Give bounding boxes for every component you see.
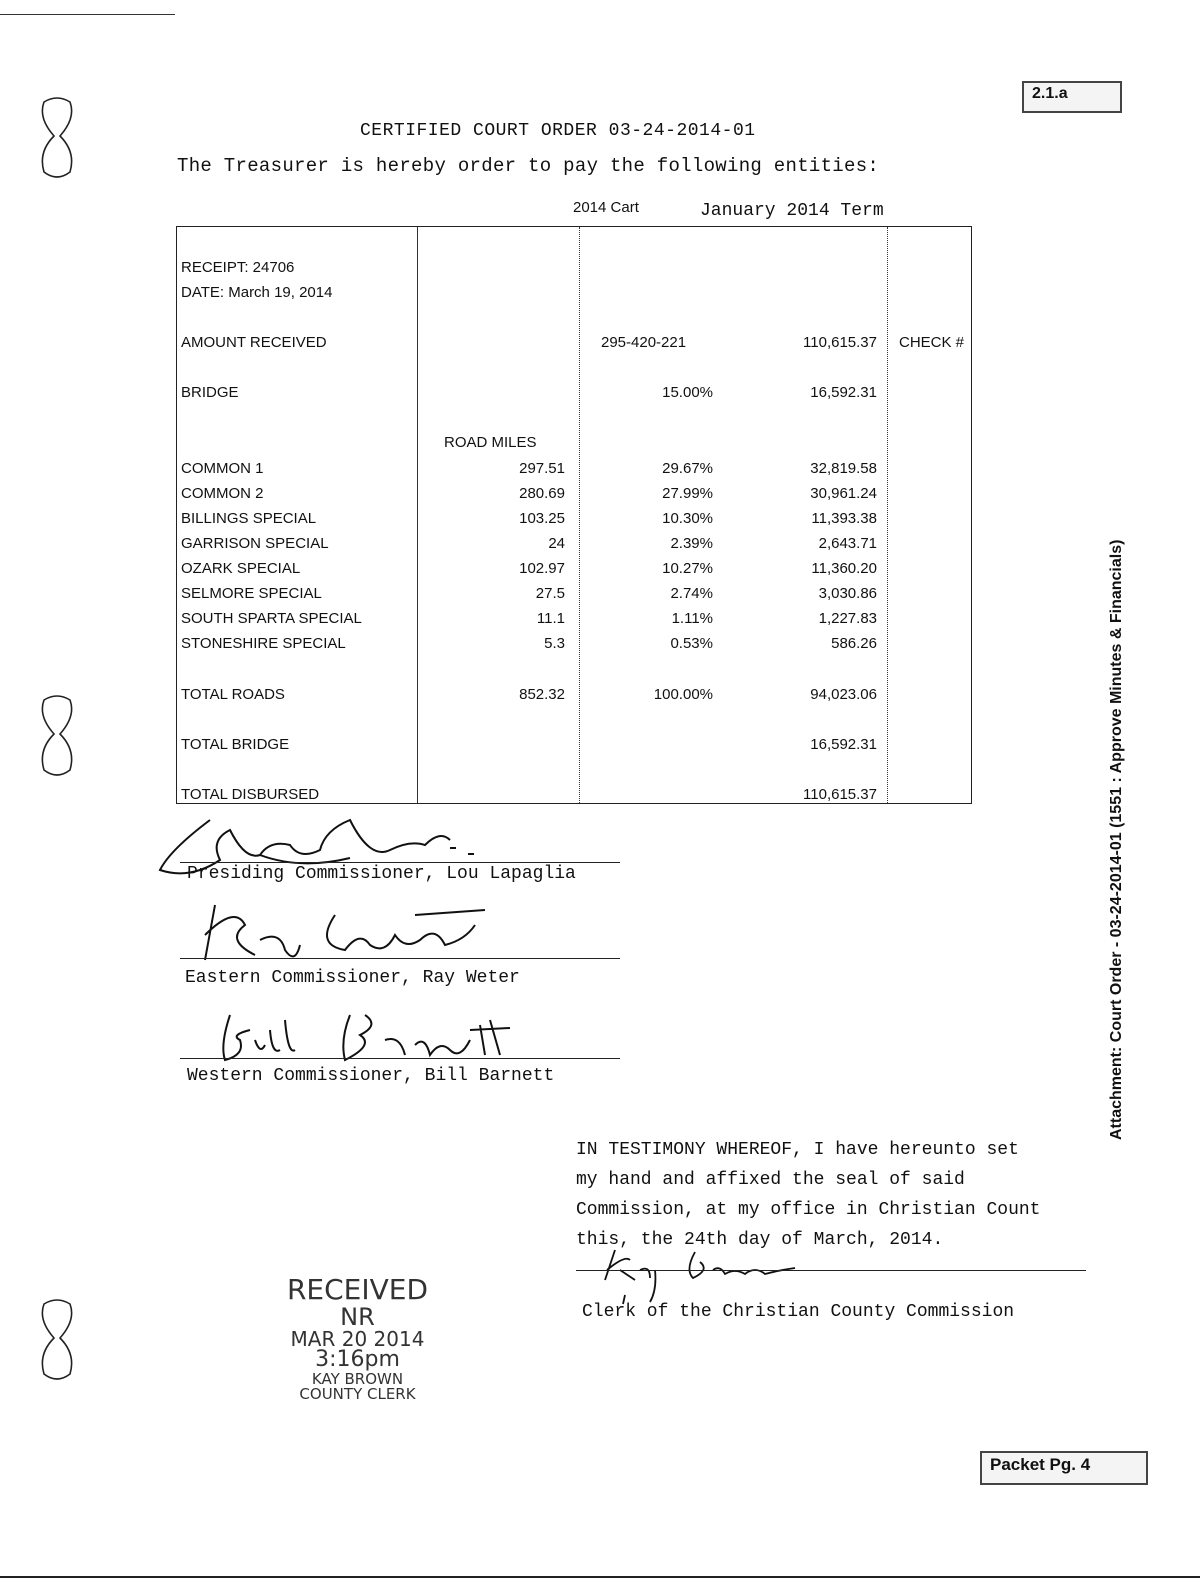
received-stamp <box>270 1273 445 1404</box>
stamp-time: 3:16pm <box>315 1347 400 1373</box>
account-number: 295-420-221 <box>601 334 687 351</box>
percent-value: 1.11% <box>671 610 713 627</box>
row-label: OZARK SPECIAL <box>181 560 301 577</box>
table-row <box>177 460 971 482</box>
percent-value: 10.27% <box>662 560 713 577</box>
signature-line <box>180 1058 620 1059</box>
table-row <box>177 535 971 557</box>
road-miles-value: 11.1 <box>536 610 565 627</box>
road-miles-value: 5.3 <box>544 635 565 652</box>
amount-value: 94,023.06 <box>810 686 877 703</box>
percent-value: 15.00% <box>662 384 713 401</box>
top-edge-rule <box>0 14 175 15</box>
receipt-row <box>177 259 971 281</box>
row-label: STONESHIRE SPECIAL <box>181 635 346 652</box>
amount-value: 110,615.37 <box>803 786 877 803</box>
percent-value: 2.74% <box>670 585 713 602</box>
amount-value: 16,592.31 <box>810 384 877 401</box>
testimony-statement: IN TESTIMONY WHEREOF, I have hereunto set my hand and affixed the seal of said Commission, at my office in Christian Count this, the 24th day of March, 2014. <box>576 1140 1041 1250</box>
road-miles-value: 24 <box>548 535 565 552</box>
table-row <box>177 635 971 657</box>
western-commissioner-caption: Western Commissioner, Bill Barnett <box>187 1066 555 1086</box>
road-miles-value: 852.32 <box>519 686 565 703</box>
check-number-label: CHECK # <box>899 334 965 351</box>
road-miles-value: 280.69 <box>519 485 565 502</box>
western-signature <box>200 1000 520 1070</box>
table-row <box>177 585 971 607</box>
bridge-row <box>177 384 971 406</box>
receipt-date: DATE: March 19, 2014 <box>181 284 333 301</box>
row-label: TOTAL BRIDGE <box>181 736 290 753</box>
percent-value: 10.30% <box>662 510 713 527</box>
amount-value: 110,615.37 <box>803 334 877 351</box>
row-label: GARRISON SPECIAL <box>181 535 329 552</box>
bottom-edge-rule <box>0 1576 1200 1578</box>
amount-value: 11,393.38 <box>811 510 877 527</box>
road-miles-value: 102.97 <box>519 560 565 577</box>
date-row <box>177 284 971 306</box>
binder-hole-icon <box>36 96 78 180</box>
amount-value: 16,592.31 <box>810 736 877 753</box>
row-label: TOTAL DISBURSED <box>181 786 320 803</box>
presiding-commissioner-caption: Presiding Commissioner, Lou Lapaglia <box>187 864 576 884</box>
total-roads-row <box>177 686 971 708</box>
row-label: COMMON 1 <box>181 460 264 477</box>
disbursement-table <box>176 226 972 804</box>
amount-value: 586.26 <box>831 635 877 652</box>
row-label: COMMON 2 <box>181 485 264 502</box>
intro-sentence: The Treasurer is hereby order to pay the following entities: <box>177 155 880 177</box>
stamp-clerk-title: COUNTY CLERK <box>299 1385 416 1404</box>
table-row <box>177 510 971 532</box>
road-miles-header-row <box>177 434 971 456</box>
clerk-caption: Clerk of the Christian County Commission <box>582 1302 1015 1322</box>
stamp-clerk-name: KAY BROWN <box>311 1369 404 1388</box>
page-reference-tag: 2.1.a <box>1022 81 1122 113</box>
row-label: SELMORE SPECIAL <box>181 585 322 602</box>
amount-value: 30,961.24 <box>810 485 877 502</box>
stamp-received: RECEIVED <box>286 1273 429 1306</box>
table-row <box>177 610 971 632</box>
amount-value: 32,819.58 <box>810 460 877 477</box>
table-row <box>177 560 971 582</box>
amount-value: 1,227.83 <box>818 610 877 627</box>
road-miles-value: 27.5 <box>535 585 565 602</box>
row-label: BRIDGE <box>181 384 239 401</box>
percent-value: 2.39% <box>670 535 713 552</box>
road-miles-header: ROAD MILES <box>444 434 537 451</box>
stamp-date: MAR 20 2014 <box>290 1327 425 1352</box>
cart-label: 2014 Cart <box>573 199 639 216</box>
total-bridge-row <box>177 736 971 758</box>
percent-value: 100.00% <box>653 686 713 703</box>
percent-value: 29.67% <box>662 460 713 477</box>
road-miles-value: 297.51 <box>519 460 565 477</box>
binder-hole-icon <box>36 694 78 778</box>
eastern-commissioner-caption: Eastern Commissioner, Ray Weter <box>185 968 520 988</box>
amount-received-row <box>177 334 971 356</box>
row-label: AMOUNT RECEIVED <box>181 334 327 351</box>
table-row <box>177 485 971 507</box>
percent-value: 0.53% <box>670 635 713 652</box>
clerk-signature <box>595 1240 835 1305</box>
signature-line <box>180 958 620 959</box>
row-label: TOTAL ROADS <box>181 686 285 703</box>
attachment-note: Attachment: Court Order - 03-24-2014-01 (1551 : Approve Minutes & Financials) <box>1108 539 1125 1140</box>
stamp-initials: NR <box>340 1302 375 1331</box>
road-miles-value: 103.25 <box>519 510 565 527</box>
receipt-number: RECEIPT: 24706 <box>181 259 295 276</box>
row-label: BILLINGS SPECIAL <box>181 510 317 527</box>
signature-line <box>576 1270 1086 1271</box>
amount-value: 3,030.86 <box>818 585 877 602</box>
term-label: January 2014 Term <box>700 201 884 221</box>
amount-value: 2,643.71 <box>818 535 877 552</box>
packet-page-tag: Packet Pg. 4 <box>980 1451 1148 1485</box>
document-title: CERTIFIED COURT ORDER 03-24-2014-01 <box>360 121 756 141</box>
binder-hole-icon <box>36 1298 78 1382</box>
signature-line <box>180 862 620 863</box>
row-label: SOUTH SPARTA SPECIAL <box>181 610 362 627</box>
amount-value: 11,360.20 <box>811 560 877 577</box>
percent-value: 27.99% <box>662 485 713 502</box>
